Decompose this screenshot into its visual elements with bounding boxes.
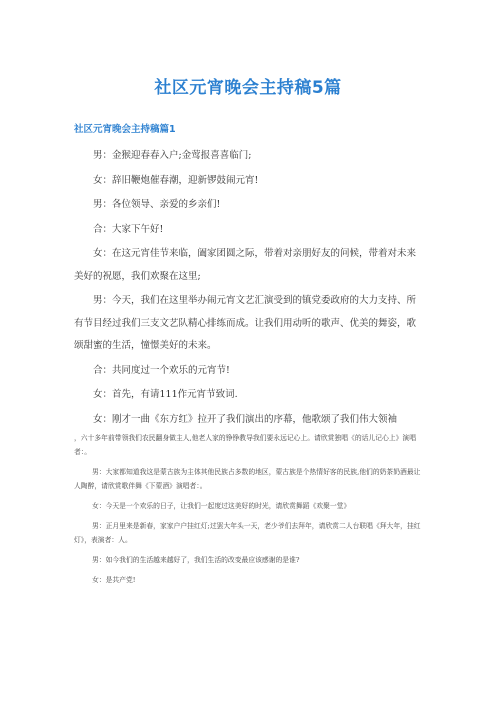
small-paragraph: 男：正月里来是新春，家家户户挂红灯;过罢大年头一天，老少爷们去拜年，请欣赏二人台联唱《拜大年，挂红灯》，表演者：人。 — [74, 522, 421, 544]
paragraph: 女：辞旧鞭炮催春潮，迎新锣鼓闹元宵! — [93, 174, 259, 186]
paragraph: 男：今天，我们在这里举办闹元宵文艺汇演受到的镇党委政府的大力支持、所有节目经过我们三支文艺队精心排练而成。让我们用动听的歌声、优美的舞姿，歌颂甜蜜的生活，憧憬美好的未来。 — [74, 295, 417, 351]
paragraph: 合：大家下午好! — [93, 223, 164, 235]
small-paragraph: ，六十多年前带领我们农民翻身做主人,他老人家的铮铮教导我们要永远记心上。请欣赏独唱《的话儿记心上》演唱者：。 — [74, 434, 417, 456]
small-paragraph: 女：是共产党! — [92, 576, 136, 584]
paragraph: 男：各位领导、亲爱的乡亲们! — [93, 199, 221, 210]
paragraph: 男：金猴迎春春入户;金莺报喜喜临门; — [93, 150, 252, 161]
document-title: 社区元宵晚会主持稿5篇 — [154, 78, 342, 98]
paragraph: 合：共同度过一个欢乐的元宵节! — [93, 364, 230, 376]
small-paragraph: 男：如今我们的生活越来越好了，我们生活的改变最应该感谢的是谁? — [92, 556, 300, 564]
document-body — [74, 145, 422, 587]
paragraph: 女：刚才一曲《东方红》拉开了我们演出的序幕，他歌颂了我们伟大领袖 — [93, 413, 398, 425]
small-paragraph: 女：今天是一个欢乐的日子，让我们一起度过这美好的时光，请欣赏舞蹈《欢聚一堂》 — [92, 502, 351, 510]
paragraph: 女：首先，有请111作元宵节致词. — [93, 389, 238, 400]
small-paragraph: 男：大家都知道我这是蒙古族为主体其他民族占多数的地区，蒙古族是个热情好客的民族,他们的奶茶奶酒最让人陶醉，请欣赏歌伴舞《下蒙酒》演唱者：。 — [74, 468, 421, 490]
section-heading: 社区元宵晚会主持稿篇1 — [74, 124, 176, 135]
paragraph: 女：在这元宵佳节来临，阖家团圆之际，带着对亲朋好友的问候，带着对未来美好的祝愿，我们欢聚在这里; — [74, 248, 417, 282]
